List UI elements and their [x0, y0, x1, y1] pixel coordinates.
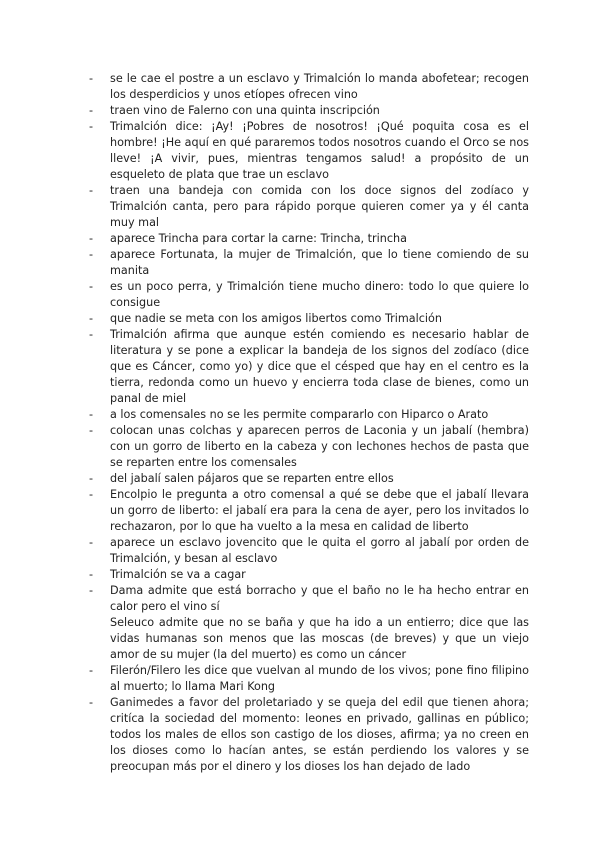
list-item: - aparece un esclavo jovencito que le quita el gorro al jabalí por orden de Trimalción, y besan al esclavo — [89, 536, 529, 565]
list-item: - Dama admite que está borracho y que el baño no le ha hecho entrar en calor pero el vino sí — [89, 584, 529, 613]
list-item: - Trimalción se va a cagar — [89, 568, 246, 581]
list-item: - aparece Fortunata, la mujer de Trimalción, que lo tiene comiendo de su manita — [89, 248, 529, 277]
list-item: - aparece Trincha para cortar la carne: Trincha, trincha — [89, 232, 407, 245]
notes-list — [89, 71, 529, 775]
list-item: - Encolpio le pregunta a otro comensal a qué se debe que el jabalí llevara un gorro de liberto: el jabalí era para la cena de ayer, pero los invitados lo rechazaron, por lo que ha vuelto a la mesa en calidad de liberto — [89, 488, 529, 533]
list-item: - traen una bandeja con comida con los doce signos del zodíaco y Trimalción canta, pero para rápido porque quieren comer ya y él canta muy mal — [89, 184, 529, 229]
list-item: - es un poco perra, y Trimalción tiene mucho dinero: todo lo que quiere lo consigue — [89, 280, 529, 309]
list-item-continuation: Seleuco admite que no se baña y que ha ido a un entierro; dice que las vidas humanas son menos que las moscas (de breves) y que un viejo amor de su mujer (la del muerto) es como un cáncer — [110, 616, 529, 661]
list-item: - que nadie se meta con los amigos libertos como Trimalción — [89, 312, 442, 325]
list-item: - se le cae el postre a un esclavo y Trimalción lo manda abofetear; recogen los desperdicios y unos etíopes ofrecen vino — [89, 72, 529, 101]
list-item: - a los comensales no se les permite compararlo con Hiparco o Arato — [89, 408, 489, 421]
list-item: - Trimalción dice: ¡Ay! ¡Pobres de nosotros! ¡Qué poquita cosa es el hombre! ¡He aquí en qué pararemos todos nosotros cuando el Orco se nos lleve! ¡A vivir, pues, mientras tengamos salud! a propósito de un esqueleto de plata que trae un esclavo — [89, 120, 529, 181]
list-item: - colocan unas colchas y aparecen perros de Laconia y un jabalí (hembra) con un gorro de liberto en la cabeza y con lechones hechos de pasta que se reparten entre los comensales — [89, 424, 529, 469]
list-item: - Filerón/Filero les dice que vuelvan al mundo de los vivos; pone fino filipino al muerto; lo llama Mari Kong — [89, 664, 529, 693]
list-item: - del jabalí salen pájaros que se reparten entre ellos — [89, 472, 394, 485]
list-item: - Trimalción afirma que aunque estén comiendo es necesario hablar de literatura y se pone a explicar la bandeja de los signos del zodíaco (dice que es Cáncer, como yo) y dice que el césped que hay en el centro es la tierra, redonda como un huevo y encierra toda clase de bienes, como un panal de miel — [89, 328, 529, 405]
list-item: - Ganimedes a favor del proletariado y se queja del edil que tienen ahora; critíca la sociedad del momento: leones en privado, gallinas en público; todos los males de ellos son castigo de los dioses, afirma; ya no creen en los dioses como lo hacían antes, se están perdiendo los valores y se preocupan más por el dinero y los dioses los han dejado de lado — [89, 696, 529, 773]
list-item: - traen vino de Falerno con una quinta inscripción — [89, 104, 380, 117]
